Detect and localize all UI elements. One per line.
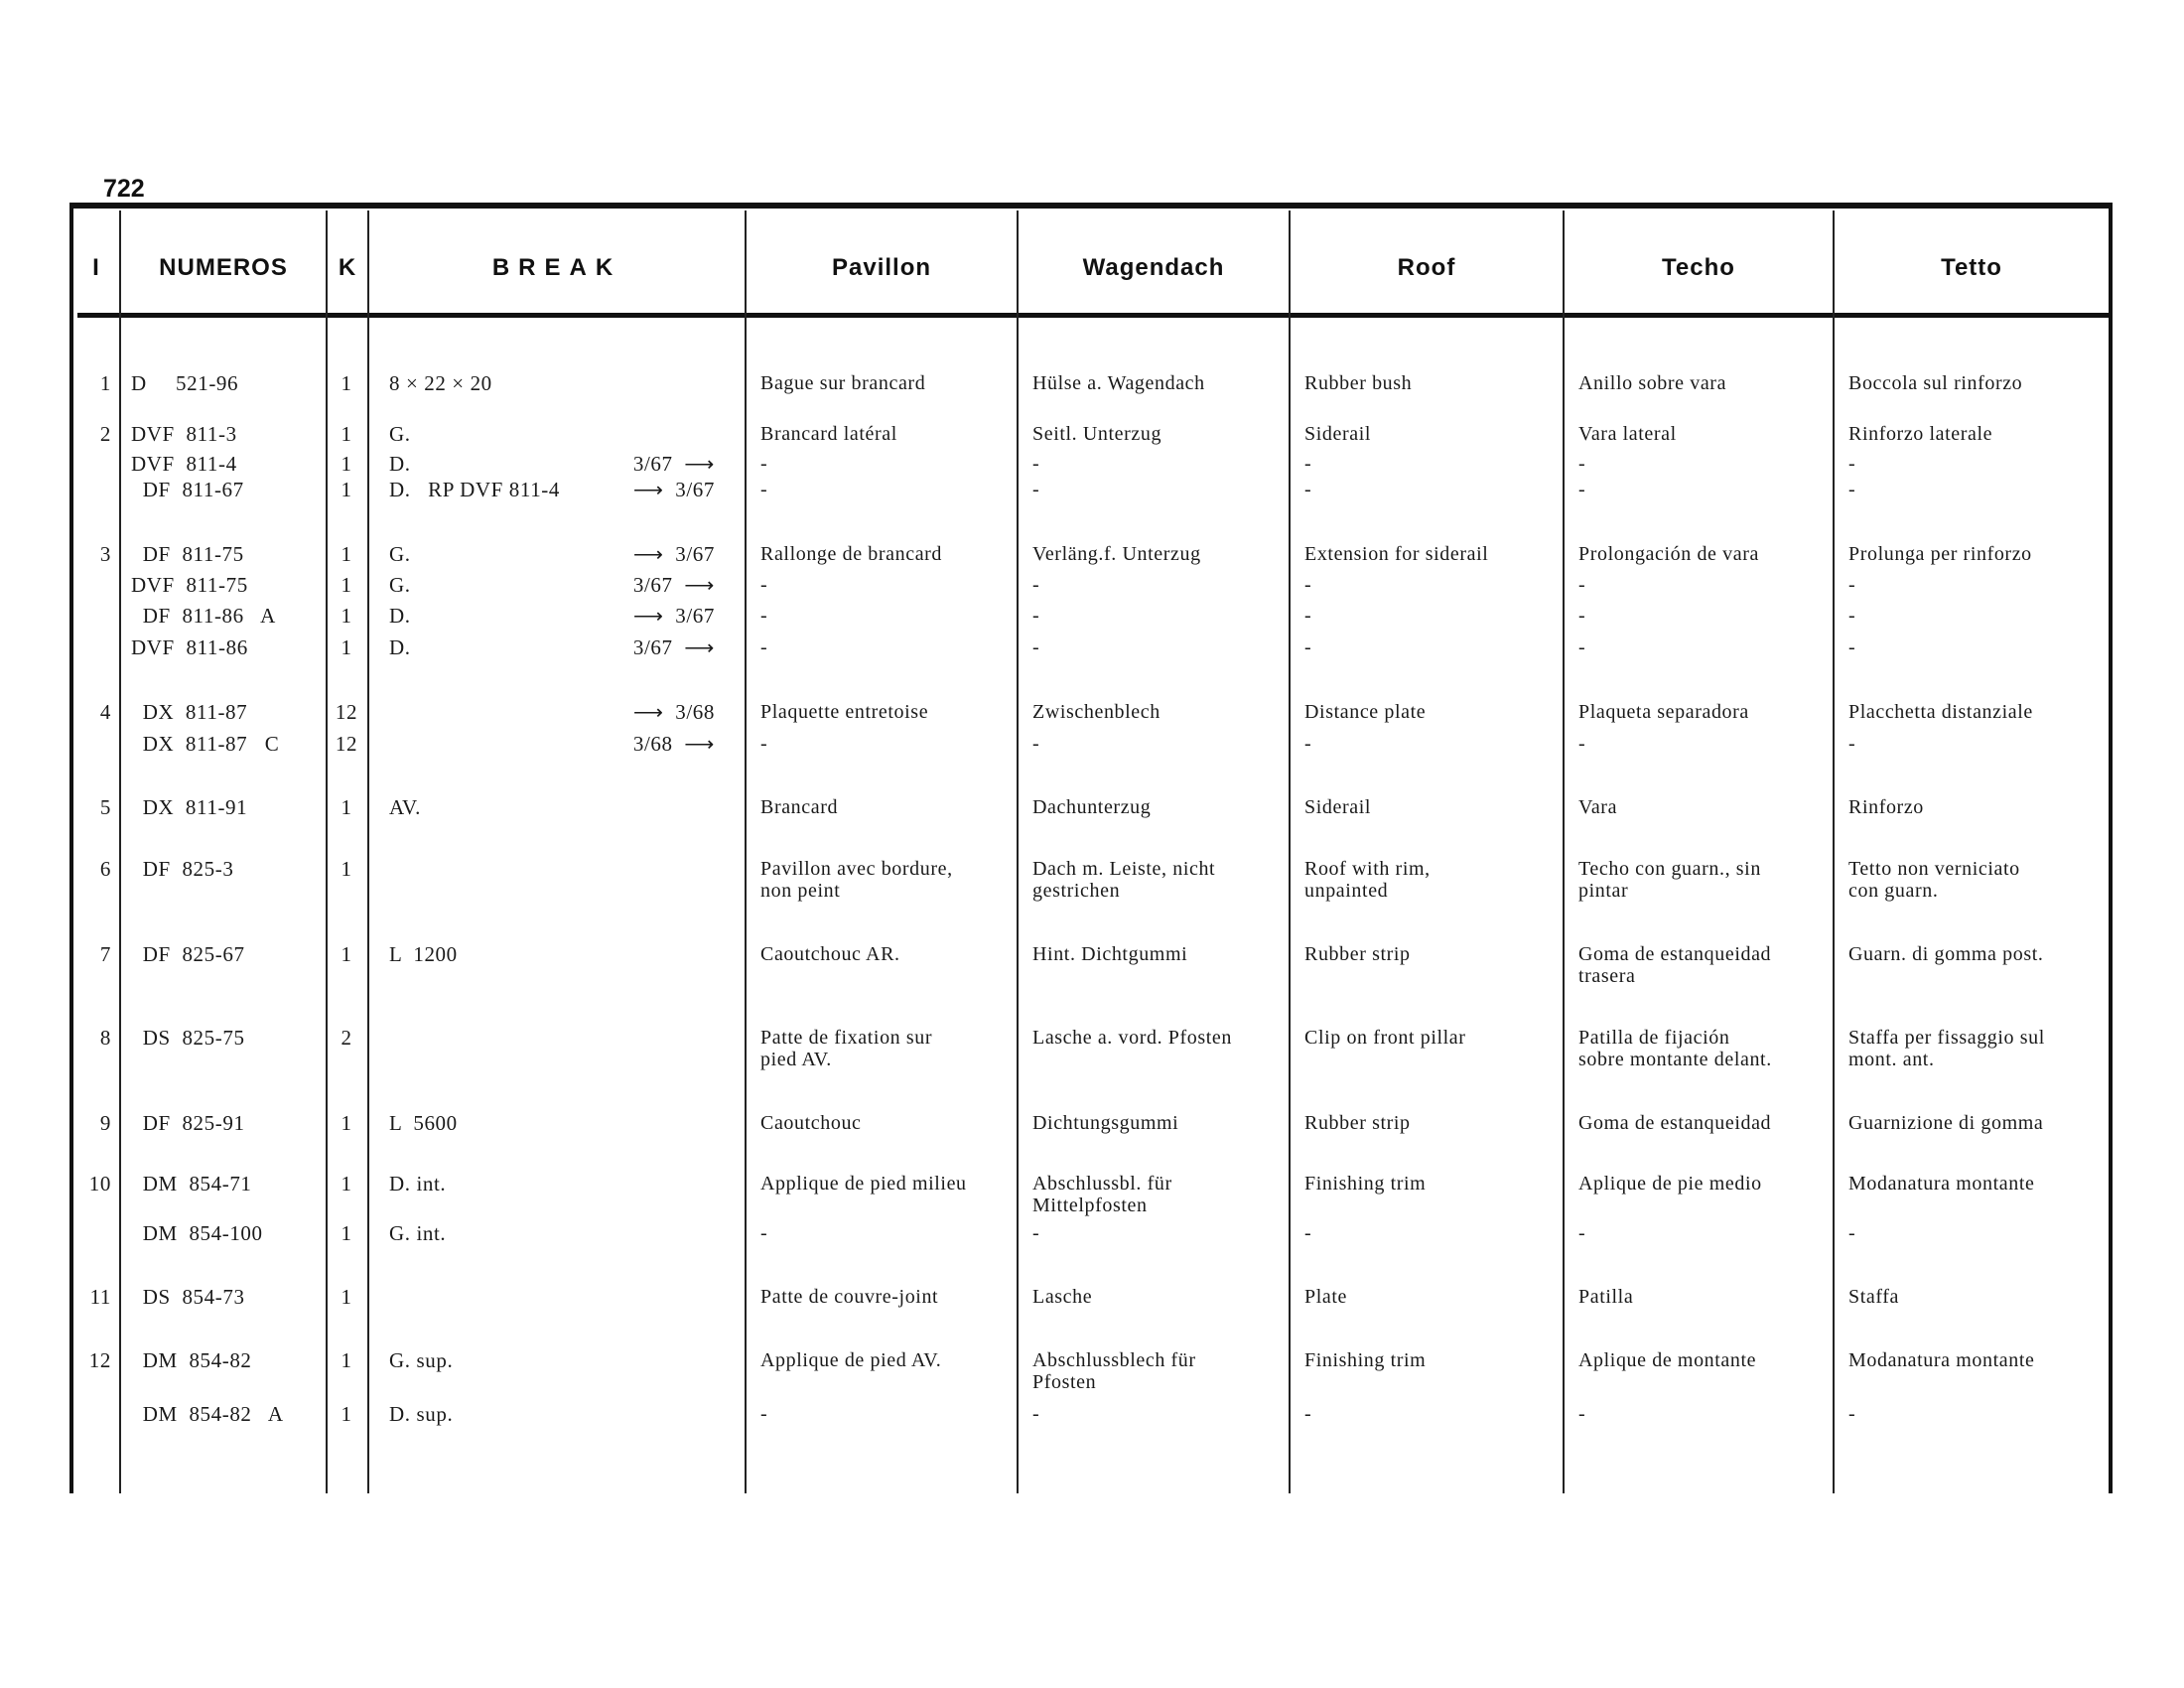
cell-k: 1 xyxy=(341,604,352,628)
cell-roof: Rubber strip xyxy=(1304,1112,1411,1134)
cell-roof: Distance plate xyxy=(1304,701,1427,723)
cell-break: AV. xyxy=(389,795,421,819)
cell-tetto: Tetto non verniciato con guarn. xyxy=(1848,858,2020,902)
cell-numeros: DX 811-87 C xyxy=(131,732,280,756)
cell-roof: Clip on front pillar xyxy=(1304,1027,1466,1049)
cell-wagendach: Lasche a. vord. Pfosten xyxy=(1032,1027,1232,1049)
cell-index: 3 xyxy=(99,542,111,566)
cell-roof: Plate xyxy=(1304,1286,1347,1308)
cell-pavillon: Patte de couvre-joint xyxy=(760,1286,939,1308)
cell-tetto: - xyxy=(1848,574,1856,596)
cell-index: 2 xyxy=(99,422,111,446)
cell-break: L 1200 xyxy=(389,942,458,966)
cell-k: 2 xyxy=(341,1026,352,1050)
cell-techo: - xyxy=(1578,574,1586,596)
cell-pavillon: - xyxy=(760,733,768,755)
cell-break: G. xyxy=(389,542,411,566)
cell-roof: - xyxy=(1304,636,1312,658)
cell-numeros: DVF 811-86 xyxy=(131,635,248,659)
cell-tetto: - xyxy=(1848,636,1856,658)
column-divider xyxy=(1833,211,1835,1493)
cell-tetto: - xyxy=(1848,733,1856,755)
cell-break: G. sup. xyxy=(389,1348,454,1372)
cell-techo: - xyxy=(1578,733,1586,755)
cell-roof: Rubber strip xyxy=(1304,943,1411,965)
cell-index: 8 xyxy=(99,1026,111,1050)
header-break: BREAK xyxy=(491,254,622,281)
cell-break-date: 3/67 ⟶ xyxy=(632,452,715,476)
header-techo: Techo xyxy=(1662,254,1735,281)
cell-pavillon: - xyxy=(760,479,768,500)
cell-roof: Siderail xyxy=(1304,796,1372,818)
cell-pavillon: Bague sur brancard xyxy=(760,372,926,394)
cell-numeros: DS 825-75 xyxy=(131,1026,245,1050)
cell-k: 1 xyxy=(341,1172,352,1196)
cell-wagendach: - xyxy=(1032,453,1040,475)
cell-tetto: - xyxy=(1848,479,1856,500)
cell-wagendach: - xyxy=(1032,1403,1040,1425)
cell-k: 1 xyxy=(341,573,352,597)
cell-numeros: DX 811-91 xyxy=(131,795,248,819)
cell-pavillon: Applique de pied milieu xyxy=(760,1173,967,1195)
cell-pavillon: - xyxy=(760,453,768,475)
cell-roof: - xyxy=(1304,1403,1312,1425)
cell-pavillon: Rallonge de brancard xyxy=(760,543,943,565)
cell-k: 1 xyxy=(341,542,352,566)
cell-numeros: DF 811-86 A xyxy=(131,604,276,628)
column-divider xyxy=(1017,211,1019,1493)
cell-break-date: ⟶ 3/67 xyxy=(632,604,715,628)
cell-pavillon: Applique de pied AV. xyxy=(760,1349,942,1371)
cell-break-date: ⟶ 3/68 xyxy=(632,700,715,724)
cell-break-date: ⟶ 3/67 xyxy=(632,542,715,566)
header-rule xyxy=(77,313,2111,318)
cell-tetto: Placchetta distanziale xyxy=(1848,701,2033,723)
cell-wagendach: - xyxy=(1032,574,1040,596)
cell-index: 7 xyxy=(99,942,111,966)
cell-tetto: - xyxy=(1848,1222,1856,1244)
column-divider xyxy=(326,211,328,1493)
cell-wagendach: Seitl. Unterzug xyxy=(1032,423,1162,445)
cell-numeros: DVF 811-4 xyxy=(131,452,237,476)
cell-index: 11 xyxy=(89,1285,111,1309)
header-k: K xyxy=(338,254,357,281)
cell-k: 1 xyxy=(341,857,352,881)
cell-tetto: Guarn. di gomma post. xyxy=(1848,943,2044,965)
cell-techo: - xyxy=(1578,1222,1586,1244)
cell-numeros: DF 811-75 xyxy=(131,542,244,566)
header-wagendach: Wagendach xyxy=(1082,254,1225,281)
cell-numeros: DF 825-67 xyxy=(131,942,245,966)
cell-index: 12 xyxy=(88,1348,111,1372)
cell-pavillon: Caoutchouc AR. xyxy=(760,943,900,965)
cell-techo: - xyxy=(1578,479,1586,500)
cell-techo: - xyxy=(1578,636,1586,658)
cell-roof: - xyxy=(1304,453,1312,475)
cell-break: D. RP DVF 811-4 xyxy=(389,478,560,501)
cell-pavillon: - xyxy=(760,574,768,596)
cell-pavillon: Pavillon avec bordure, non peint xyxy=(760,858,953,902)
cell-wagendach: Hülse a. Wagendach xyxy=(1032,372,1205,394)
cell-break: G. int. xyxy=(389,1221,447,1245)
cell-k: 1 xyxy=(341,1221,352,1245)
cell-wagendach: Zwischenblech xyxy=(1032,701,1160,723)
cell-numeros: DX 811-87 xyxy=(131,700,248,724)
cell-pavillon: - xyxy=(760,605,768,627)
cell-k: 1 xyxy=(341,635,352,659)
cell-break: L 5600 xyxy=(389,1111,458,1135)
cell-roof: - xyxy=(1304,1222,1312,1244)
cell-techo: Goma de estanqueidad xyxy=(1578,1112,1772,1134)
cell-wagendach: Dachunterzug xyxy=(1032,796,1152,818)
cell-pavillon: - xyxy=(760,1403,768,1425)
cell-techo: Anillo sobre vara xyxy=(1578,372,1727,394)
cell-tetto: Rinforzo xyxy=(1848,796,1924,818)
cell-numeros: DF 825-91 xyxy=(131,1111,245,1135)
cell-tetto: Staffa xyxy=(1848,1286,1899,1308)
cell-k: 1 xyxy=(341,942,352,966)
cell-wagendach: - xyxy=(1032,479,1040,500)
cell-techo: Patilla xyxy=(1578,1286,1634,1308)
cell-techo: Aplique de montante xyxy=(1578,1349,1757,1371)
cell-k: 12 xyxy=(335,700,358,724)
column-divider xyxy=(745,211,747,1493)
cell-k: 1 xyxy=(341,1402,352,1426)
cell-numeros: D 521-96 xyxy=(131,371,239,395)
cell-roof: - xyxy=(1304,574,1312,596)
cell-roof: - xyxy=(1304,605,1312,627)
header-index: I xyxy=(92,254,100,281)
cell-wagendach: - xyxy=(1032,733,1040,755)
cell-wagendach: Verläng.f. Unterzug xyxy=(1032,543,1201,565)
header-pavillon: Pavillon xyxy=(831,254,932,281)
cell-numeros: DM 854-100 xyxy=(131,1221,263,1245)
cell-roof: Finishing trim xyxy=(1304,1349,1427,1371)
cell-pavillon: Plaquette entretoise xyxy=(760,701,929,723)
cell-break: 8 × 22 × 20 xyxy=(389,371,492,395)
header-tetto: Tetto xyxy=(1941,254,2002,281)
cell-roof: Siderail xyxy=(1304,423,1372,445)
cell-break: D. xyxy=(389,452,411,476)
cell-break: D. int. xyxy=(389,1172,447,1196)
cell-index: 10 xyxy=(88,1172,111,1196)
cell-break: G. xyxy=(389,573,411,597)
cell-k: 1 xyxy=(341,478,352,501)
cell-break: D. sup. xyxy=(389,1402,454,1426)
cell-wagendach: Dach m. Leiste, nicht gestrichen xyxy=(1032,858,1216,902)
cell-k: 1 xyxy=(341,371,352,395)
cell-wagendach: - xyxy=(1032,1222,1040,1244)
cell-techo: - xyxy=(1578,1403,1586,1425)
cell-techo: Goma de estanqueidad trasera xyxy=(1578,943,1772,987)
cell-techo: Plaqueta separadora xyxy=(1578,701,1749,723)
cell-roof: Finishing trim xyxy=(1304,1173,1427,1195)
cell-tetto: Rinforzo laterale xyxy=(1848,423,1993,445)
cell-roof: Roof with rim, unpainted xyxy=(1304,858,1431,902)
cell-index: 9 xyxy=(99,1111,111,1135)
cell-numeros: DVF 811-75 xyxy=(131,573,248,597)
cell-break-date: 3/68 ⟶ xyxy=(632,732,715,756)
cell-tetto: Prolunga per rinforzo xyxy=(1848,543,2032,565)
cell-numeros: DM 854-71 xyxy=(131,1172,252,1196)
cell-numeros: DF 825-3 xyxy=(131,857,234,881)
cell-techo: Aplique de pie medio xyxy=(1578,1173,1762,1195)
cell-tetto: Boccola sul rinforzo xyxy=(1848,372,2023,394)
cell-wagendach: - xyxy=(1032,605,1040,627)
column-divider xyxy=(119,211,121,1493)
cell-numeros: DVF 811-3 xyxy=(131,422,237,446)
column-divider xyxy=(1563,211,1565,1493)
cell-roof: - xyxy=(1304,479,1312,500)
page-number: 722 xyxy=(103,175,145,203)
cell-numeros: DM 854-82 xyxy=(131,1348,252,1372)
cell-tetto: - xyxy=(1848,1403,1856,1425)
cell-index: 5 xyxy=(99,795,111,819)
cell-numeros: DS 854-73 xyxy=(131,1285,245,1309)
cell-techo: Prolongación de vara xyxy=(1578,543,1759,565)
cell-k: 1 xyxy=(341,452,352,476)
cell-k: 1 xyxy=(341,422,352,446)
cell-break-date: 3/67 ⟶ xyxy=(632,573,715,597)
cell-k: 1 xyxy=(341,1285,352,1309)
cell-pavillon: - xyxy=(760,636,768,658)
cell-tetto: Guarnizione di gomma xyxy=(1848,1112,2044,1134)
cell-index: 4 xyxy=(99,700,111,724)
column-divider xyxy=(367,211,369,1493)
cell-numeros: DM 854-82 A xyxy=(131,1402,284,1426)
cell-tetto: Modanatura montante xyxy=(1848,1349,2035,1371)
cell-roof: - xyxy=(1304,733,1312,755)
cell-numeros: DF 811-67 xyxy=(131,478,244,501)
cell-index: 1 xyxy=(99,371,111,395)
cell-techo: Vara lateral xyxy=(1578,423,1677,445)
cell-wagendach: Dichtungsgummi xyxy=(1032,1112,1179,1134)
cell-techo: - xyxy=(1578,605,1586,627)
cell-roof: Rubber bush xyxy=(1304,372,1413,394)
cell-break-date: ⟶ 3/67 xyxy=(632,478,715,501)
cell-techo: - xyxy=(1578,453,1586,475)
cell-k: 1 xyxy=(341,1111,352,1135)
cell-index: 6 xyxy=(99,857,111,881)
cell-break: D. xyxy=(389,635,411,659)
cell-pavillon: - xyxy=(760,1222,768,1244)
cell-k: 1 xyxy=(341,795,352,819)
cell-techo: Patilla de fijación sobre montante delant. xyxy=(1578,1027,1772,1070)
column-divider xyxy=(1289,211,1291,1493)
cell-break: D. xyxy=(389,604,411,628)
cell-pavillon: Caoutchouc xyxy=(760,1112,862,1134)
cell-wagendach: Abschlussblech für Pfosten xyxy=(1032,1349,1196,1393)
cell-break: G. xyxy=(389,422,411,446)
cell-tetto: - xyxy=(1848,605,1856,627)
cell-tetto: Staffa per fissaggio sul mont. ant. xyxy=(1848,1027,2045,1070)
header-roof: Roof xyxy=(1397,254,1456,281)
cell-wagendach: Abschlussbl. für Mittelpfosten xyxy=(1032,1173,1172,1216)
cell-tetto: - xyxy=(1848,453,1856,475)
cell-pavillon: Brancard latéral xyxy=(760,423,897,445)
cell-pavillon: Brancard xyxy=(760,796,839,818)
cell-pavillon: Patte de fixation sur pied AV. xyxy=(760,1027,933,1070)
cell-techo: Vara xyxy=(1578,796,1618,818)
header-numeros: NUMEROS xyxy=(159,254,288,281)
cell-k: 1 xyxy=(341,1348,352,1372)
cell-wagendach: - xyxy=(1032,636,1040,658)
cell-wagendach: Hint. Dichtgummi xyxy=(1032,943,1188,965)
cell-break-date: 3/67 ⟶ xyxy=(632,635,715,659)
cell-k: 12 xyxy=(335,732,358,756)
cell-techo: Techo con guarn., sin pintar xyxy=(1578,858,1761,902)
cell-tetto: Modanatura montante xyxy=(1848,1173,2035,1195)
cell-roof: Extension for siderail xyxy=(1304,543,1489,565)
cell-wagendach: Lasche xyxy=(1032,1286,1093,1308)
